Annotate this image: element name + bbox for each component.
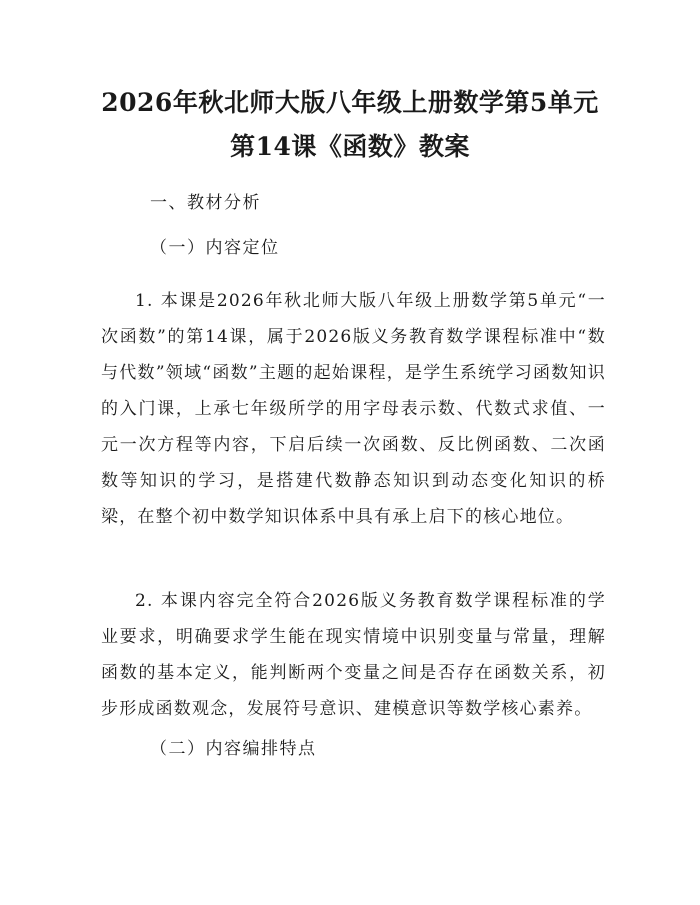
paragraph-1: 1. 本课是2026年秋北师大版八年级上册数学第5单元“一次函数”的第14课，属于2026版义务教育数学课程标准中“数与代数”领域“函数”主题的起始课程，是学生系统学习函数知识的入门课，上承七年级所学的用字母表示数、代数式求值、一元一次方程等内容，下启后续一次函数、反比例函数、二次函数等知识的学习，是搭建代数静态知识到动态变化知识的桥梁，在整个初中数学知识体系中具有承上启下的核心地位。	[101, 291, 606, 527]
document-title-line-1: 2026年秋北师大版八年级上册数学第5单元	[101, 88, 599, 117]
paragraph-2: 2. 本课内容完全符合2026版义务教育数学课程标准的学业要求，明确要求学生能在现实情境中识别变量与常量，理解函数的基本定义，能判断两个变量之间是否存在函数关系，初步形成函数观念，发展符号意识、建模意识等数学核心素养。	[101, 591, 606, 719]
document-title-line-2: 第14课《函数》教案	[230, 132, 470, 161]
subsection-heading-arrangement-features: （二）内容编排特点	[150, 739, 317, 759]
section-heading-material-analysis: 一、教材分析	[150, 193, 261, 213]
subsection-heading-content-positioning: （一）内容定位	[150, 238, 280, 258]
